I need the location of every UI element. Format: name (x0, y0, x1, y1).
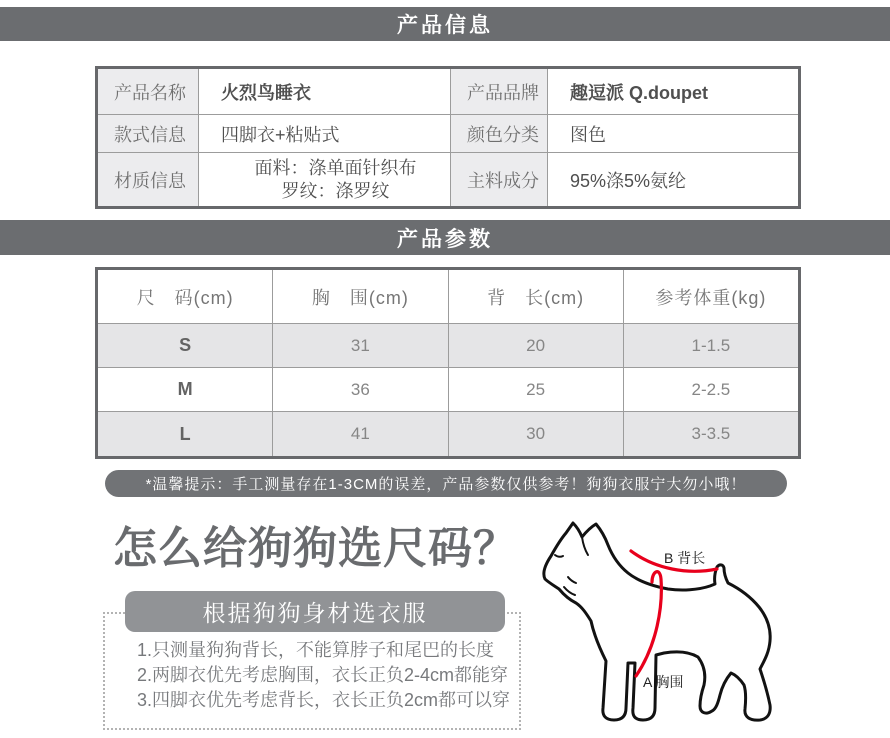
info-label-cell: 材质信息 (98, 153, 198, 206)
material-line-1: 面料：涤单面针织布 (254, 157, 417, 178)
info-value-cell (199, 153, 450, 206)
tip-item: 3.四脚衣优先考虑背长，衣长正负2cm都可以穿 (137, 690, 511, 710)
info-value-cell: 95%涤5%氨纶 (548, 153, 798, 206)
size-cell: 1-1.5 (624, 324, 798, 367)
info-label-cell: 颜色分类 (451, 115, 547, 152)
section-title: 产品信息 (397, 14, 493, 37)
section-header-product-info (0, 7, 890, 41)
back-length-label: B 背长 (664, 550, 706, 566)
size-guide-subheading: 根据狗狗身材选衣服 (125, 591, 505, 632)
info-label-cell: 款式信息 (98, 115, 198, 152)
product-info-table (95, 66, 801, 209)
size-header-cell: 胸 围(cm) (273, 270, 447, 323)
tips-list (137, 638, 510, 713)
size-cell: 25 (449, 368, 623, 411)
tip-item: 2.两脚衣优先考虑胸围，衣长正负2-4cm都能穿 (137, 665, 509, 685)
size-cell: M (98, 368, 272, 411)
dog-measurement-diagram (540, 503, 890, 738)
info-label-cell: 产品名称 (98, 69, 198, 114)
chest-girth-label: A 胸围 (643, 674, 684, 690)
size-cell: 41 (273, 412, 447, 456)
section-title: 产品参数 (397, 227, 493, 251)
size-cell: 30 (449, 412, 623, 456)
size-cell: 31 (273, 324, 447, 367)
size-cell: 20 (449, 324, 623, 367)
tip-item: 1.只测量狗狗背长，不能算脖子和尾巴的长度 (137, 640, 495, 660)
info-value-cell: 图色 (548, 115, 798, 152)
size-header-cell: 背 长(cm) (449, 270, 623, 323)
size-cell: L (98, 412, 272, 456)
size-header-cell: 参考体重(kg) (624, 270, 798, 323)
info-value-cell: 火烈鸟睡衣 (199, 69, 450, 114)
size-chart-table (95, 267, 801, 459)
section-header-product-params (0, 220, 890, 255)
info-value-cell: 趣逗派 Q.doupet (548, 69, 798, 114)
size-guide-heading: 怎么给狗狗选尺码？ (113, 524, 518, 573)
notice-banner: *温馨提示：手工测量存在1-3CM的误差，产品参数仅供参考！狗狗衣服宁大勿小哦！ (105, 470, 787, 497)
info-value-cell: 四脚衣+粘贴式 (199, 115, 450, 152)
info-label-cell: 主料成分 (451, 153, 547, 206)
size-header-cell: 尺 码(cm) (98, 270, 272, 323)
info-label-cell: 产品品牌 (451, 69, 547, 114)
size-cell: S (98, 324, 272, 367)
size-cell: 2-2.5 (624, 368, 798, 411)
size-cell: 36 (273, 368, 447, 411)
material-line-2: 罗纹：涤罗纹 (281, 180, 390, 201)
size-cell: 3-3.5 (624, 412, 798, 456)
